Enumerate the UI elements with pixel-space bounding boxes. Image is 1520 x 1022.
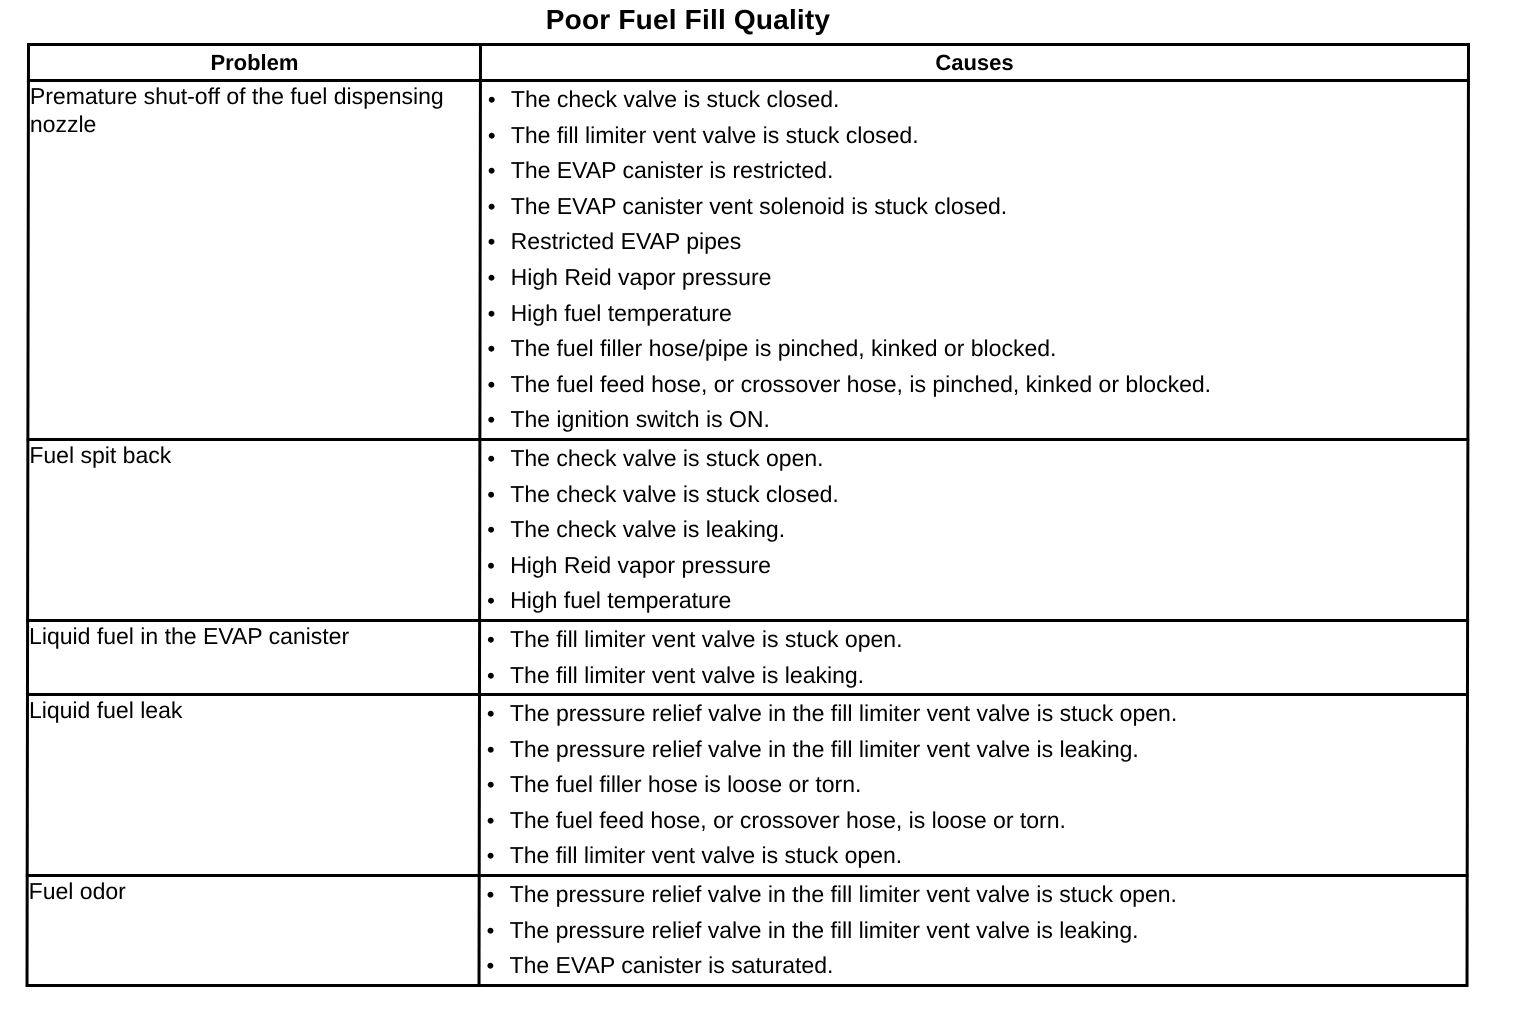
bullet-icon: •	[486, 843, 495, 869]
cause-item: • The ignition switch is ON.	[481, 402, 1466, 438]
cause-item: • The fill limiter vent valve is stuck open.	[481, 622, 1466, 658]
cause-list	[481, 877, 1466, 984]
bullet-icon: •	[487, 264, 496, 290]
bullet-icon: •	[487, 336, 496, 362]
bullet-icon: •	[487, 158, 496, 184]
cause-list	[481, 82, 1467, 438]
cause-item: • High fuel temperature	[481, 583, 1466, 619]
cause-item: • High Reid vapor pressure	[481, 548, 1466, 584]
cause-item: • The pressure relief valve in the fill limiter vent valve is stuck open.	[481, 877, 1466, 913]
cause-item: • The fuel filler hose is loose or torn.	[481, 767, 1466, 803]
bullet-icon: •	[487, 229, 496, 255]
bullet-icon: •	[487, 552, 495, 578]
cause-item: • High Reid vapor pressure	[482, 260, 1467, 296]
cause-item: • Restricted EVAP pipes	[482, 224, 1467, 260]
cause-item: • The check valve is leaking.	[481, 512, 1466, 548]
bullet-icon: •	[486, 736, 495, 762]
table-row	[27, 876, 1467, 986]
cause-item: • The EVAP canister is saturated.	[481, 948, 1466, 984]
causes-cell	[480, 439, 1468, 620]
bullet-icon: •	[486, 662, 495, 688]
cause-item: • The pressure relief valve in the fill limiter vent valve is leaking.	[481, 732, 1466, 768]
table-row	[27, 620, 1467, 694]
bullet-icon: •	[487, 407, 496, 433]
cause-item: • The fuel filler hose/pipe is pinched, kinked or blocked.	[481, 331, 1466, 367]
cause-list	[481, 622, 1466, 693]
bullet-icon: •	[487, 122, 496, 148]
table-row	[28, 439, 1468, 620]
cause-list	[481, 696, 1466, 874]
bullet-icon: •	[487, 300, 496, 326]
problem-cell: Liquid fuel leak	[27, 695, 479, 876]
cause-item: • The fill limiter vent valve is stuck closed.	[482, 118, 1467, 154]
cause-item: • The check valve is stuck open.	[481, 441, 1466, 477]
cause-item: • The fuel feed hose, or crossover hose, is pinched, kinked or blocked.	[481, 367, 1466, 403]
cause-item: • The fuel feed hose, or crossover hose, is loose or torn.	[481, 803, 1466, 839]
cause-item: • The pressure relief valve in the fill limiter vent valve is stuck open.	[481, 696, 1466, 732]
bullet-icon: •	[487, 481, 496, 507]
problem-cell: Liquid fuel in the EVAP canister	[27, 620, 479, 694]
bullet-icon: •	[487, 445, 496, 471]
bullet-icon: •	[487, 626, 495, 652]
problem-cell: Premature shut-off of the fuel dispensing nozzle	[28, 81, 481, 440]
cause-item: • The fill limiter vent valve is stuck open.	[481, 838, 1466, 874]
cause-item: • The check valve is stuck closed.	[481, 477, 1466, 513]
cause-item: • High fuel temperature	[482, 296, 1467, 332]
causes-cell	[480, 81, 1469, 440]
table-row	[27, 695, 1467, 876]
bullet-icon: •	[486, 882, 495, 908]
problem-cell: Fuel spit back	[28, 439, 480, 620]
cause-item: • The EVAP canister is restricted.	[482, 153, 1467, 189]
page-title: Poor Fuel Fill Quality	[545, 4, 831, 35]
problem-column-header: Problem	[28, 45, 480, 81]
bullet-icon: •	[486, 917, 495, 943]
bullet-icon: •	[487, 371, 496, 397]
cause-list	[481, 441, 1466, 619]
cause-item: • The check valve is stuck closed.	[482, 82, 1467, 118]
problem-cell: Fuel odor	[27, 876, 479, 986]
bullet-icon: •	[487, 193, 496, 219]
cause-item: • The EVAP canister vent solenoid is stuck closed.	[482, 189, 1467, 225]
cause-item: • The fill limiter vent valve is leaking.	[481, 658, 1466, 694]
bullet-icon: •	[486, 772, 495, 798]
cause-item: • The pressure relief valve in the fill limiter vent valve is leaking.	[481, 913, 1466, 949]
bullet-icon: •	[486, 807, 495, 833]
causes-column-header: Causes	[480, 45, 1468, 81]
table-row	[28, 81, 1469, 440]
bullet-icon: •	[487, 517, 495, 543]
causes-cell	[479, 620, 1467, 694]
bullet-icon: •	[486, 701, 495, 727]
bullet-icon: •	[487, 87, 496, 112]
causes-cell	[479, 695, 1467, 876]
causes-cell	[479, 876, 1467, 986]
bullet-icon: •	[487, 588, 495, 614]
table-header-row	[28, 45, 1468, 81]
troubleshooting-table	[26, 43, 1470, 987]
bullet-icon: •	[486, 953, 495, 979]
